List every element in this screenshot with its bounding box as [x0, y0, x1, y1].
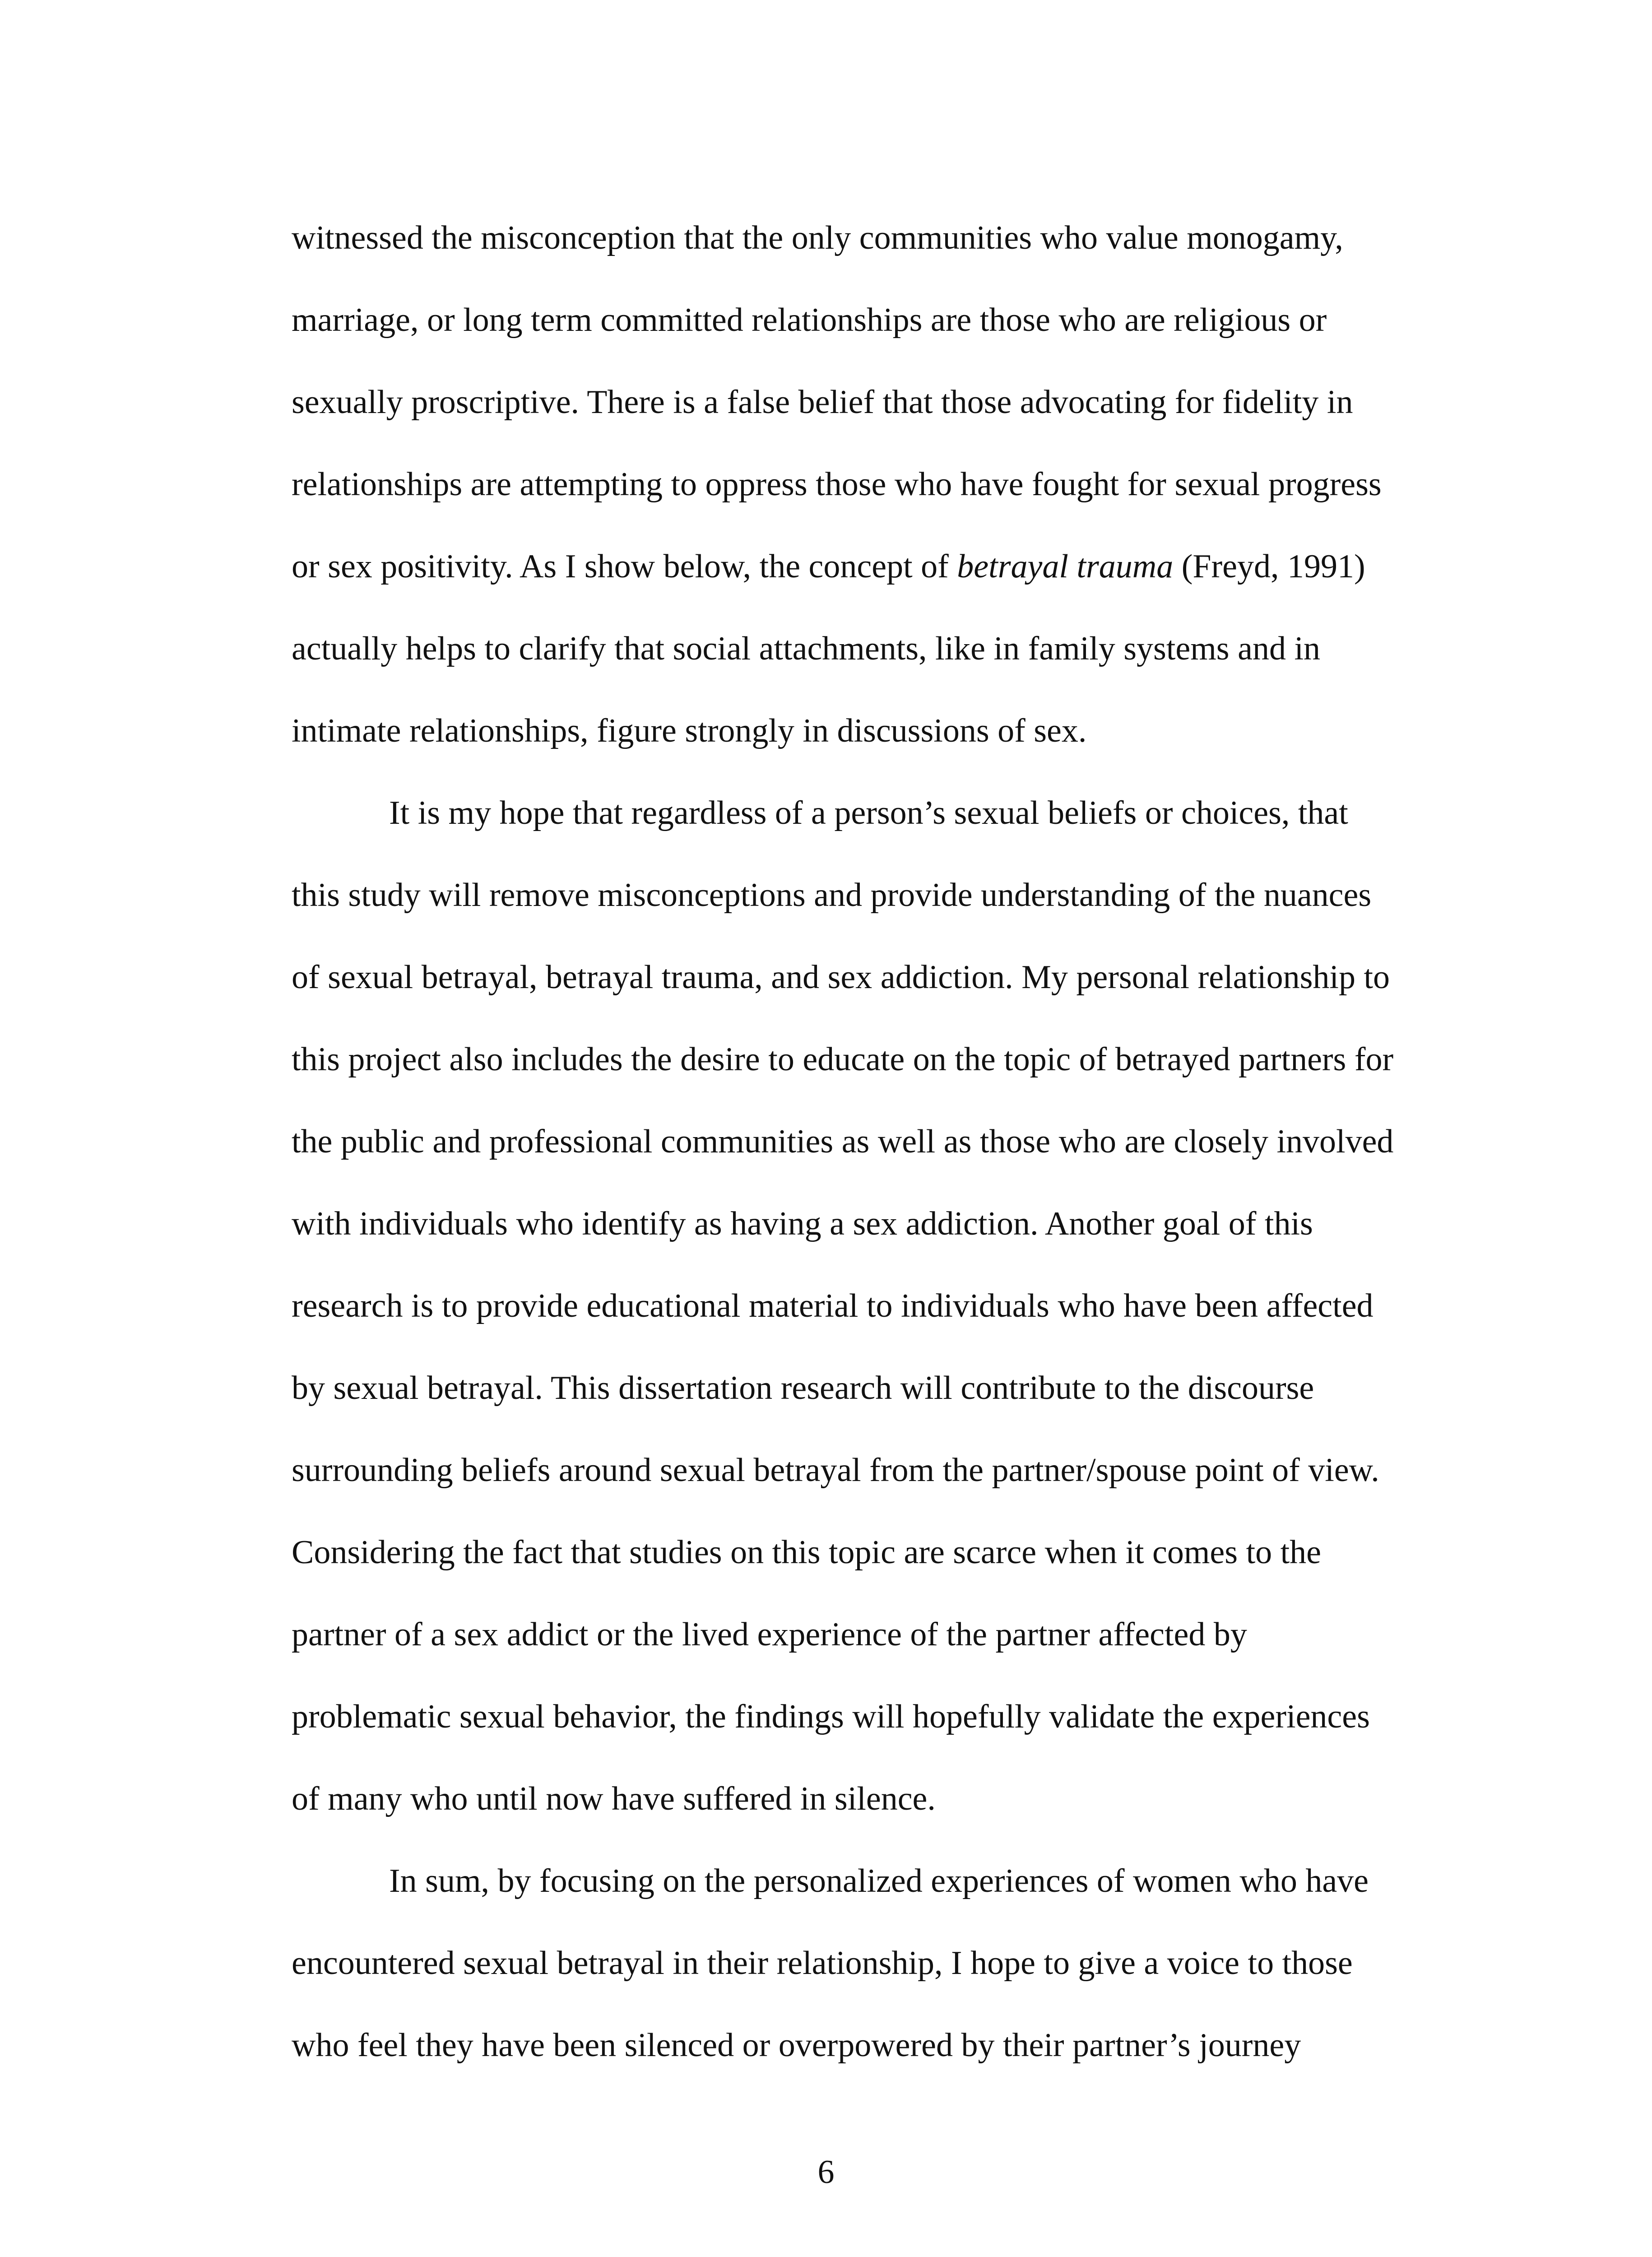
- text-segment: partner of a sex addict or the lived experience of the partner affected by: [292, 1616, 1247, 1653]
- text-line: [292, 1769, 1375, 1852]
- paragraph: [292, 209, 1382, 784]
- text-line: [292, 1852, 1375, 1934]
- text-line: [292, 701, 1375, 784]
- text-line: [292, 1934, 1375, 2016]
- text-line: [292, 784, 1375, 866]
- italic-term: betrayal trauma: [957, 548, 1174, 585]
- paragraph: [292, 1852, 1375, 2098]
- text-segment: In sum, by focusing on the personalized experiences of women who have: [389, 1862, 1369, 1899]
- text-line: [292, 2016, 1375, 2098]
- text-segment: of many who until now have suffered in silence.: [292, 1780, 936, 1817]
- text-segment: Considering the fact that studies on this topic are scarce when it comes to the: [292, 1534, 1322, 1571]
- text-segment: It is my hope that regardless of a person’s sexual beliefs or choices, that: [389, 794, 1348, 831]
- paragraph: [292, 784, 1394, 1852]
- text-segment: encountered sexual betrayal in their relationship, I hope to give a voice to those: [292, 1945, 1353, 1982]
- text-segment: who feel they have been silenced or overpowered by their partner’s journey: [292, 2027, 1301, 2064]
- body-text: [292, 209, 1394, 2098]
- text-segment: the public and professional communities as well as those who are closely involved: [292, 1123, 1394, 1160]
- text-line: [292, 1523, 1375, 1605]
- text-line: [292, 619, 1375, 701]
- text-line: [292, 866, 1375, 948]
- text-line: [292, 1687, 1375, 1769]
- text-line: [292, 291, 1375, 373]
- text-segment: relationships are attempting to oppress those who have fought for sexual progress: [292, 466, 1382, 503]
- text-segment: by sexual betrayal. This dissertation research will contribute to the discourse: [292, 1370, 1314, 1407]
- text-line: [292, 209, 1375, 291]
- page-number: 6: [817, 2154, 835, 2191]
- text-segment: research is to provide educational material to individuals who have been affected: [292, 1287, 1374, 1324]
- text-segment: (Freyd, 1991): [1173, 548, 1365, 585]
- text-segment: surrounding beliefs around sexual betrayal from the partner/spouse point of view.: [292, 1452, 1379, 1489]
- text-segment: intimate relationships, figure strongly in discussions of sex.: [292, 712, 1087, 749]
- text-segment: problematic sexual behavior, the findings will hopefully validate the experiences: [292, 1698, 1370, 1735]
- text-segment: this study will remove misconceptions and provide understanding of the nuances: [292, 877, 1372, 914]
- text-line: [292, 1277, 1375, 1359]
- text-line: [292, 1112, 1394, 1194]
- text-line: [292, 537, 1375, 619]
- text-segment: or sex positivity. As I show below, the concept of: [292, 548, 957, 585]
- text-line: [292, 948, 1390, 1030]
- text-segment: witnessed the misconception that the only communities who value monogamy,: [292, 219, 1343, 256]
- text-line: [292, 373, 1375, 455]
- text-segment: sexually proscriptive. There is a false belief that those advocating for fidelity in: [292, 384, 1353, 421]
- text-segment: actually helps to clarify that social attachments, like in family systems and in: [292, 630, 1321, 667]
- text-line: [292, 1605, 1375, 1687]
- text-line: [292, 1359, 1375, 1441]
- text-line: [292, 1194, 1375, 1277]
- text-line: [292, 455, 1382, 537]
- text-segment: marriage, or long term committed relationships are those who are religious or: [292, 302, 1327, 339]
- text-segment: this project also includes the desire to educate on the topic of betrayed partners for: [292, 1041, 1394, 1078]
- text-segment: of sexual betrayal, betrayal trauma, and sex addiction. My personal relationship to: [292, 959, 1390, 996]
- text-line: [292, 1030, 1394, 1112]
- text-segment: with individuals who identify as having a sex addiction. Another goal of this: [292, 1205, 1313, 1242]
- text-line: [292, 1441, 1379, 1523]
